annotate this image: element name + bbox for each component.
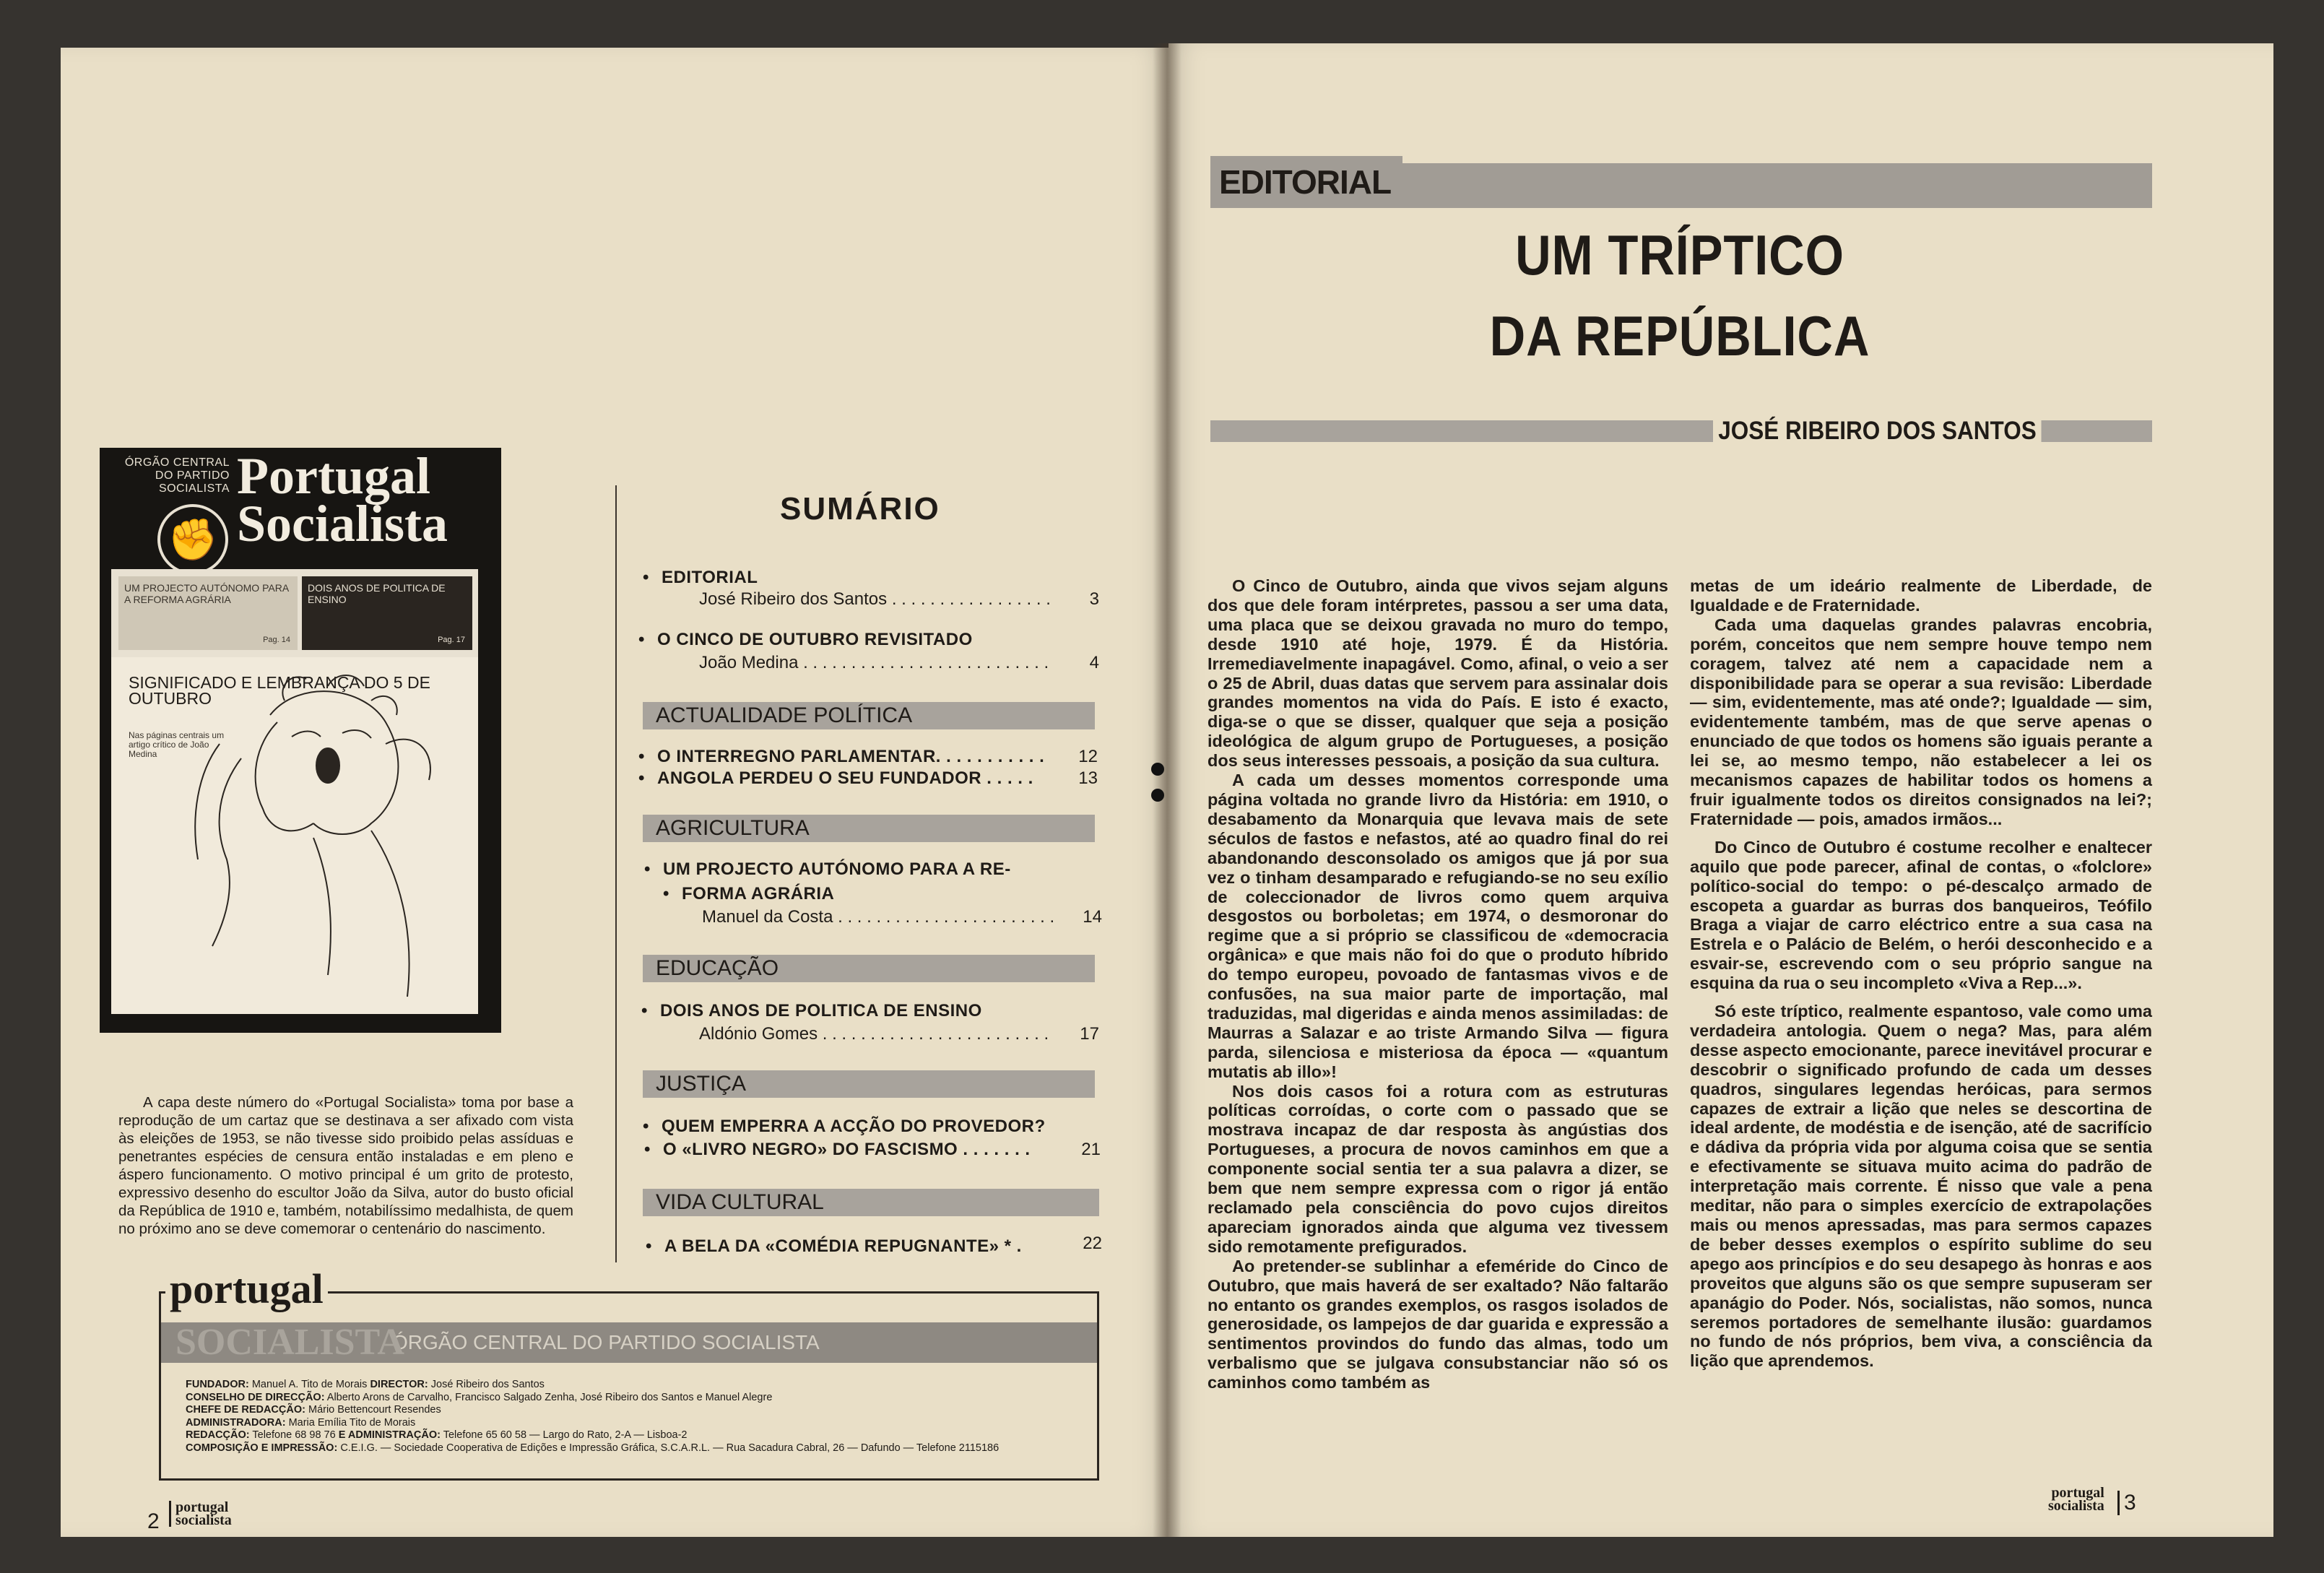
folio-brand-right: [2048, 1486, 2104, 1512]
credit-label: DIRECTOR:: [370, 1379, 428, 1390]
credit-line: [186, 1442, 999, 1455]
paragraph: Nos dois casos foi a rotura com as estruturas políticas corroídas, o corte com o passado que se mostrava incapaz de dar resposta às angústias dos Portugueses, a procura de novos caminhos em que a componente social sentia ter a sua palavra a dizer, se bem que nem sempre expressa com o rigor já então reclamado pela consciência do povo cujos direitos apareciam ignorados ainda que alguma vez tivessem sido remotamente prefigurados.: [1207, 1081, 1668, 1256]
folio-brand-line1: portugal: [2051, 1485, 2104, 1501]
screaming-figure-drawing: [111, 657, 478, 1014]
toc-entry-title-cont: • FORMA AGRÁRIA: [682, 884, 834, 904]
toc-entry-title: • O INTERREGNO PARLAMENTAR. . . . . . . . . . .: [657, 747, 1044, 767]
credit-value: Mário Bettencourt Resendes: [308, 1404, 441, 1416]
toc-entry-page: 3: [1089, 589, 1099, 609]
headline-line1: UM TRÍPTICO: [1515, 223, 1844, 287]
toc-entry-author: Aldónio Gomes . . . . . . . . . . . . . . . . . . . . . . . .: [699, 1024, 1049, 1044]
toc-entry-page: 4: [1089, 653, 1099, 672]
toc-entry-author: Manuel da Costa . . . . . . . . . . . . . . . . . . . . . . .: [702, 907, 1055, 927]
credit-value: C.E.I.G. — Sociedade Cooperativa de Edições e Impressão Gráfica, S.C.A.R.L. — Rua Sacadura Cabral, 26 — Dafundo — Telefone 2115186: [340, 1442, 1000, 1454]
credit-value: Manuel A. Tito de Morais: [251, 1379, 368, 1390]
toc-entry-title: • ANGOLA PERDEU O SEU FUNDADOR . . . . .: [657, 768, 1033, 789]
cover-brand-line1: Portugal: [237, 447, 430, 505]
toc-section-politics: ACTUALIDADE POLÍTICA: [643, 702, 1095, 729]
folio-brand-line1: portugal: [175, 1499, 229, 1515]
toc-section-justice: JUSTIÇA: [643, 1070, 1095, 1098]
paragraph: metas de um ideário realmente de Liberdade, de Igualdade e de Fraternidade.: [1690, 576, 2152, 615]
credit-line: [186, 1417, 999, 1430]
masthead-strip: [161, 1322, 1097, 1363]
toc-section-education: EDUCAÇÃO: [643, 955, 1095, 982]
credit-label: CHEFE DE REDACÇÃO:: [186, 1404, 305, 1416]
toc-entry-author: João Medina . . . . . . . . . . . . . . . . . . . . . . . . . .: [699, 653, 1049, 672]
paragraph: A cada um desses momentos corresponde uma página voltada no grande livro da História: em 1910, o desabamento da Monarquia que levava mais de sete séculos de fastos e nefastos, até ao quadro final do rei abandonando desconsolado os amigos que já por sua vez o tinham desamparado e refugiando-se no seu exílio de coleccionador de livros como quem arquiva desgostos ou borboletas; em 1974, o desmoronar do regime que a si próprio se classificou de «democracia orgânica» e que mais não foi do que o produto híbrido do tempo europeu, povoado de fantasmas vivos e de confusões, na sua maior parte de importação, mal traduzidas, mal digeridas e ainda menos assimiladas: de Maurras a Salazar e ao triste Armando Silva — figura parda, silenciosa e misteriosa da época — «quantum mutatis ab illo»!: [1207, 771, 1668, 1081]
cover-feature-sub: Nas páginas centrais um artigo crítico de João Medina: [129, 730, 225, 759]
article-column-1: [1207, 576, 1668, 1392]
cover-teaser-page: Pag. 14: [263, 636, 290, 644]
credit-label: COMPOSIÇÃO E IMPRESSÃO:: [186, 1442, 338, 1454]
toc-entry-page: 17: [1080, 1024, 1099, 1044]
cover-teaser-education: [302, 576, 472, 650]
credit-label: E ADMINISTRAÇÃO:: [338, 1429, 441, 1441]
toc-entry-title: • O «LIVRO NEGRO» DO FASCISMO . . . . . . .: [663, 1140, 1031, 1160]
folio-brand-line2: socialista: [175, 1512, 232, 1528]
page-number-left: 2: [147, 1509, 160, 1533]
credit-value: José Ribeiro dos Santos: [430, 1379, 545, 1390]
cover-org: ÓRGÃO CENTRAL DO PARTIDO SOCIALISTA: [124, 456, 230, 495]
toc-entry-author: José Ribeiro dos Santos . . . . . . . . . . . . . . . . .: [699, 589, 1051, 609]
credit-line: [186, 1404, 999, 1417]
toc-entry-title: • EDITORIAL: [662, 568, 758, 588]
section-label: EDITORIAL: [1210, 156, 1402, 208]
masthead-brand: portugal: [165, 1265, 328, 1313]
credit-value: Telefone 68 98 76: [252, 1429, 336, 1441]
credit-label: REDACÇÃO:: [186, 1429, 250, 1441]
paragraph: Do Cinco de Outubro é costume recolher e enaltecer aquilo que pode parecer, afinal de contas, o «folclore» político-social do tempo: o pé-descalço armado de escopeta a guardar as burras dos banqueiros, Teófilo Braga a viajar de carro eléctrico entre a sua casa na Estrela e o Palácio de Belém, o herói desconhecido e a esvair-se, escrevendo com o seu próprio sangue na esquina da rua o seu incompleto «Viva a Rep...».: [1690, 837, 2152, 993]
masthead-credits: [186, 1379, 999, 1455]
credit-value: Telefone 65 60 58 — Largo do Rato, 2-A — Lisboa-2: [443, 1429, 688, 1441]
credit-label: CONSELHO DE DIRECÇÃO:: [186, 1391, 325, 1403]
paragraph: Ao pretender-se sublinhar a efeméride do Cinco de Outubro, que mais haverá de ser exaltado? Não faltarão no entanto os grandes exemplos, os rasgos isolados de generosidade, os lampejos de dar guarida e expressão a sentimentos provindos do fundo das almas, todo um verbalismo que se julgava consubstanciar não só os caminhos como também as: [1207, 1256, 1668, 1392]
paragraph: Cada uma daquelas grandes palavras encobria, porém, conceitos que nem sempre houve tempo nem coragem, talvez até nem a capacidade nem a disponibilidade para se operar a sua revisão: Liberdade — sim, evidentemente, mas até onde?; Igualdade — sim, evidentemente também, mas de que serve apenas o enunciado de que todos os homens são iguais perante a lei se, ao mesmo tempo, não estabelecer a lei os mecanismos capazes de habilitar todos os homens a fruir igualmente todos os direitos consignados na lei?; Fraternidade — pois, amados irmãos...: [1690, 615, 2152, 828]
cover-feature-title: SIGNIFICADO E LEMBRANÇA DO 5 DE OUTUBRO: [129, 673, 430, 708]
toc-entry-page: 21: [1081, 1140, 1101, 1159]
fist-logo-icon: ✊: [157, 504, 228, 575]
headline-line2: DA REPÚBLICA: [1489, 304, 1870, 368]
masthead-strip-text: ÓRGÃO CENTRAL DO PARTIDO SOCIALISTA: [392, 1331, 820, 1353]
cover-teasers: [111, 569, 478, 657]
toc-entry-page: 13: [1078, 768, 1098, 788]
masthead-box: [159, 1265, 1099, 1481]
toc-entry-title: • O CINCO DE OUTUBRO REVISITADO: [657, 630, 973, 650]
staple-hole: [1151, 763, 1164, 776]
cover-teaser-page: Pag. 17: [438, 636, 465, 644]
article-column-2: [1690, 576, 2152, 1371]
toc-entry-title: • UM PROJECTO AUTÓNOMO PARA A RE-: [663, 859, 1011, 880]
credit-line: [186, 1379, 999, 1392]
folio-brand-left: [169, 1501, 232, 1527]
cover-brand: [237, 447, 448, 552]
column-divider: [615, 485, 617, 1262]
author-byline: JOSÉ RIBEIRO DOS SANTOS: [1713, 413, 2042, 449]
folio-brand-line2: socialista: [2048, 1498, 2104, 1514]
cover-thumbnail: [100, 448, 501, 1033]
paragraph: Só este tríptico, realmente espantoso, vale como uma verdadeira antologia. Quem o nega? Mas, para além desse aspecto emocionante, parece inevitável procurar e descobrir o significado profundo de cada um desses quadros, singulares legendas heróicas, para sermos capazes de extrair a lição que neles se descortina de ideal ardente, de modéstia e de isenção, até de sacrifício e dádiva da própria vida por alguma coisa que se sentia e efectivamente se situava muito acima do padrão de interpretação mais corrente. É nisso que vale a pena meditar, não para o simples exercício de extrapolações mais ou menos apressadas, mas para sermos capazes de beber desses exemplos o espírito sublime do seu apego aos princípios e do seu desapego às honras e aos proveitos que alguns são os que sempre supuseram ser apanágio do Poder. Nós, socialistas, não somos, nunca seremos portadores de semelhante ilusão: guardamos no fundo de nós próprios, bem viva, a consciência da lição que aprendemos.: [1690, 1002, 2152, 1371]
toc-entry-page: 22: [1083, 1234, 1102, 1253]
toc-entry-title: • QUEM EMPERRA A ACÇÃO DO PROVEDOR?: [662, 1117, 1046, 1137]
cover-caption: A capa deste número do «Portugal Socialista» toma por base a reprodução de um cartaz que se destinava a ser afixado com vista às eleições de 1953, se não tivesse sido proibido pelas assíduas e penetrantes espécies de censura então instaladas e em pleno e áspero funcionamento. O motivo principal é um grito de protesto, expressivo desenho do escultor João da Silva, autor do busto oficial da República de 1910 e, também, notabilíssimo medalhista, de quem no próximo ano se deve comemorar o centenário do nascimento.: [118, 1094, 573, 1237]
credit-value: Maria Emília Tito de Morais: [288, 1416, 416, 1429]
summary-title: SUMÁRIO: [780, 491, 940, 526]
cover-teaser-agrarian: [118, 576, 298, 650]
cover-brand-line2: Socialista: [237, 495, 448, 552]
cover-teaser-text: UM PROJECTO AUTÓNOMO PARA A REFORMA AGRÁRIA: [124, 582, 289, 605]
paragraph: O Cinco de Outubro, ainda que vivos sejam alguns dos que dele foram intérpretes, passou a ser uma data, uma placa que se deixou gravada no muro do tempo, desde 1910 até hoje, 1979. É da História. Irremediavelmente inapagável. Como, afinal, o veio a ser o 25 de Abril, duas datas que servem para assinalar dois grandes momentos na vida do País. E isto é exacto, diga-se o que se disser, qualquer que seja a posição ideológica de algum grupo de Portugueses, a posição dos seus interesses pessoais, a posição da sua cultura.: [1207, 576, 1668, 771]
masthead-brand-ghost: SOCIALISTA: [175, 1322, 404, 1363]
toc-entry-page: 12: [1078, 747, 1098, 766]
toc-section-culture: VIDA CULTURAL: [643, 1189, 1099, 1216]
toc-entry-title: • A BELA DA «COMÉDIA REPUGNANTE» * .: [664, 1236, 1022, 1257]
credit-line: [186, 1429, 999, 1442]
staple-hole: [1151, 789, 1164, 802]
toc-entry-title: • DOIS ANOS DE POLITICA DE ENSINO: [660, 1001, 982, 1021]
credit-label: FUNDADOR:: [186, 1379, 249, 1390]
cover-teaser-text: DOIS ANOS DE POLITICA DE ENSINO: [308, 582, 446, 605]
toc-section-agriculture: AGRICULTURA: [643, 815, 1095, 842]
credit-label: ADMINISTRADORA:: [186, 1416, 286, 1429]
credit-value: Alberto Arons de Carvalho, Francisco Salgado Zenha, José Ribeiro dos Santos e Manuel Alegre: [326, 1391, 773, 1403]
toc-entry-page: 14: [1083, 907, 1102, 927]
credit-line: [186, 1392, 999, 1405]
cover-illustration: [111, 657, 478, 1014]
page-number-right: 3: [2117, 1491, 2136, 1515]
